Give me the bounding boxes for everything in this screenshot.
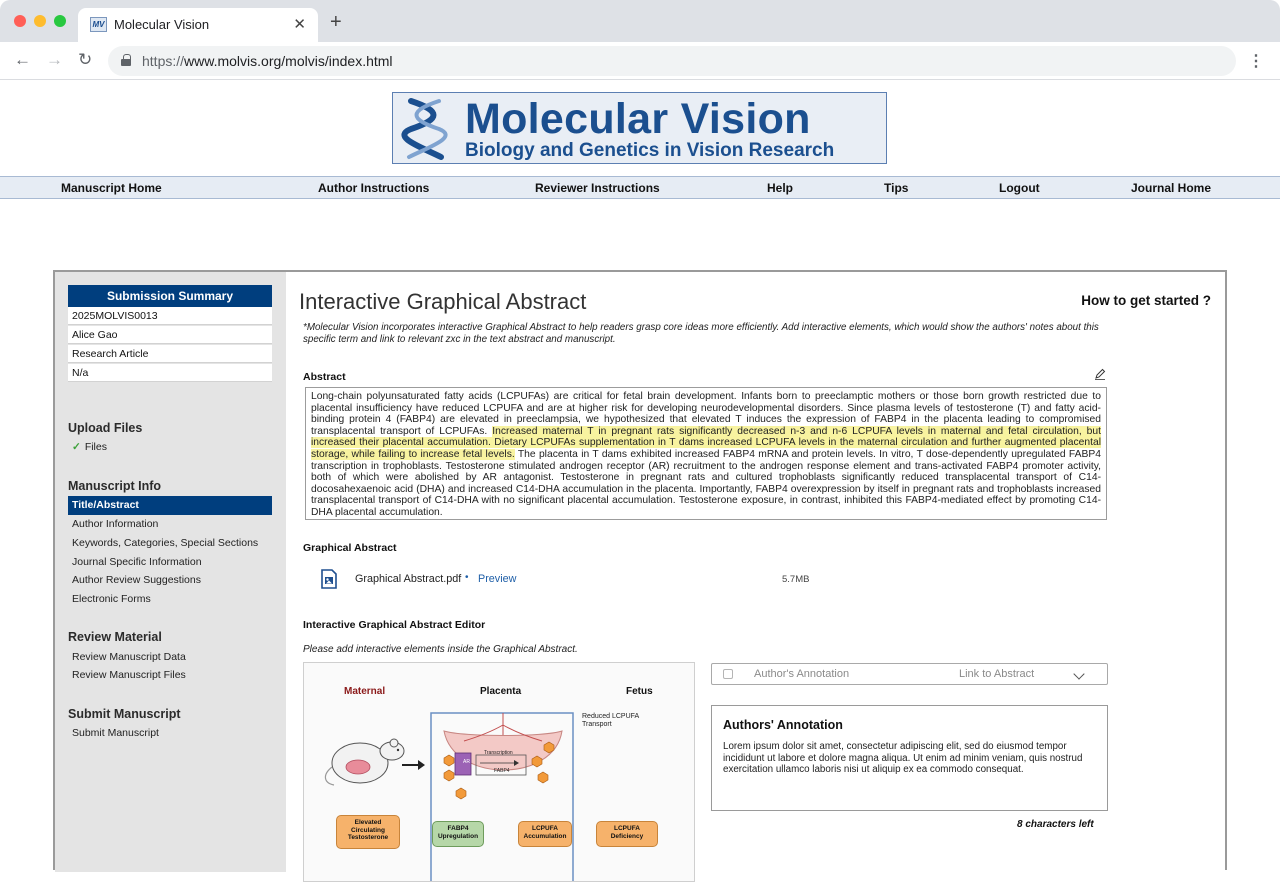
- sidebar-item-title-abstract[interactable]: Title/Abstract: [68, 496, 272, 515]
- dna-helix-icon: [401, 97, 449, 161]
- browser-menu-icon[interactable]: ⋮: [1248, 53, 1264, 70]
- graphical-abstract-label: Graphical Abstract: [303, 542, 397, 554]
- abstract-label: Abstract: [303, 371, 346, 383]
- minimize-window-button[interactable]: [34, 15, 46, 27]
- ga-maternal-label: Maternal: [344, 686, 386, 697]
- lock-icon: [121, 54, 131, 66]
- sidebar-item-submit[interactable]: Submit Manuscript: [72, 727, 159, 739]
- characters-left: 8 characters left: [1017, 819, 1094, 830]
- editor-label: Interactive Graphical Abstract Editor: [303, 619, 486, 631]
- submit-manuscript-heading: Submit Manuscript: [68, 707, 181, 721]
- pencil-edit-icon[interactable]: [1094, 368, 1106, 380]
- url-text: https://www.molvis.org/molvis/index.html: [142, 53, 393, 69]
- abstract-highlight[interactable]: Increased maternal T in pregnant rats significantly decreased n-3 and n-6 LCPUFA levels in maternal and fetal circulation, but increased their placental accumulation. Dietary LCPUFAs supplementation in T dams increased LCPUFA levels in the maternal circulation and further augmented placental storage, while failing to increase fetal levels.: [311, 425, 1101, 460]
- sidebar-item-author-information[interactable]: Author Information: [72, 518, 159, 530]
- get-started-link[interactable]: How to get started ?: [1081, 293, 1211, 308]
- ga-reduced-label: Reduced LCPUFA Transport: [582, 713, 639, 728]
- tab-close-icon[interactable]: ✕: [293, 16, 306, 33]
- sidebar: [55, 272, 286, 872]
- ga-placenta-label: Placenta: [480, 686, 522, 697]
- submission-frame: [53, 270, 1227, 870]
- ga-box-deficiency: LCPUFA Deficiency: [596, 821, 658, 847]
- nav-manuscript-home[interactable]: Manuscript Home: [61, 181, 162, 195]
- nav-author-instructions[interactable]: Author Instructions: [318, 181, 430, 195]
- summary-extra: N/a: [68, 364, 272, 382]
- file-separator: •: [465, 572, 469, 583]
- pdf-file-icon: [321, 569, 337, 589]
- journal-logo[interactable]: [392, 92, 887, 164]
- summary-manuscript-id: 2025MOLVIS0013: [68, 307, 272, 325]
- ga-box-fabp4: FABP4 Upregulation: [432, 821, 484, 847]
- file-name: Graphical Abstract.pdf: [355, 573, 462, 585]
- link-to-abstract-select[interactable]: Link to Abstract: [959, 668, 1035, 680]
- annotation-input[interactable]: Author's Annotation: [754, 668, 850, 680]
- annotation-panel[interactable]: [711, 705, 1108, 811]
- intro-note: *Molecular Vision incorporates interactive Graphical Abstract to help readers grasp core ideas more efficiently. Add interactive elements, which would show the authors' notes about this specific term and link to relevant zxc in the text abstract and manuscript.: [303, 322, 1099, 345]
- maximize-window-button[interactable]: [54, 15, 66, 27]
- main-content: [286, 272, 1227, 872]
- logo-subtitle: Biology and Genetics in Vision Research: [465, 140, 835, 161]
- nav-reviewer-instructions[interactable]: Reviewer Instructions: [535, 181, 660, 195]
- nav-tips[interactable]: Tips: [884, 181, 909, 195]
- rat-icon: [325, 739, 404, 785]
- sidebar-item-journal-specific[interactable]: Journal Specific Information: [72, 556, 202, 568]
- nav-journal-home[interactable]: Journal Home: [1131, 181, 1212, 195]
- check-icon: ✓: [72, 441, 81, 453]
- ga-fabp4-label: FABP4: [494, 768, 510, 774]
- upload-files-heading: Upload Files: [68, 421, 143, 435]
- new-tab-icon[interactable]: +: [330, 11, 342, 33]
- reload-icon[interactable]: ↻: [78, 50, 93, 69]
- close-window-button[interactable]: [14, 15, 26, 27]
- chevron-down-icon[interactable]: [1073, 668, 1084, 679]
- annotation-checkbox[interactable]: [723, 669, 733, 679]
- nav-logout[interactable]: Logout: [999, 181, 1040, 195]
- forward-arrow-icon[interactable]: →: [46, 50, 63, 69]
- browser-tab-strip: [0, 0, 1280, 42]
- ga-ar-label: AR: [463, 759, 470, 765]
- favicon-icon: MV: [90, 17, 107, 32]
- tab-title: Molecular Vision: [114, 17, 210, 32]
- graphical-abstract-canvas[interactable]: [303, 662, 695, 882]
- ga-fetus-label: Fetus: [626, 686, 653, 697]
- ga-box-accumulation: LCPUFA Accumulation: [518, 821, 572, 847]
- back-arrow-icon[interactable]: ←: [14, 50, 31, 69]
- sidebar-item-files[interactable]: ✓ Files: [72, 441, 107, 453]
- summary-article-type: Research Article: [68, 345, 272, 363]
- sidebar-item-review-data[interactable]: Review Manuscript Data: [72, 651, 186, 663]
- sidebar-item-electronic-forms[interactable]: Electronic Forms: [72, 593, 151, 605]
- manuscript-info-heading: Manuscript Info: [68, 479, 162, 493]
- sidebar-item-review-suggestions[interactable]: Author Review Suggestions: [72, 574, 201, 586]
- address-bar[interactable]: [108, 46, 1236, 76]
- editor-hint: Please add interactive elements inside the Graphical Abstract.: [303, 644, 578, 655]
- annotation-bar: [711, 663, 1108, 685]
- review-material-heading: Review Material: [68, 630, 162, 644]
- logo-title: Molecular Vision: [465, 95, 811, 143]
- browser-toolbar: [0, 42, 1280, 80]
- file-size: 5.7MB: [782, 574, 810, 585]
- summary-author: Alice Gao: [68, 326, 272, 344]
- site-nav: [0, 176, 1280, 199]
- annotation-text[interactable]: Lorem ipsum dolor sit amet, consectetur adipiscing elit, sed do eiusmod tempor incididunt ut labore et dolore magna aliqua. Ut enim ad minim veniam, quis nostrud exercitation ullamco laboris nisi ut aliquip ex ea commodo consequat.: [723, 741, 1083, 776]
- abstract-textbox[interactable]: Long-chain polyunsaturated fatty acids (LCPUFAs) are critical for fetal brain development. Infants born to preeclamptic mothers or those born growth restricted due to placental insufficiency have reduced LCPUFA and are at higher risk for developing neurodevelopmental disorders. Since plasma levels of testosterone (T) and fatty acid-binding protein 4 (FABP4) are elevated in preeclampsia, we hypothesized that elevated T induces the expression of FABP4 in the placenta leading to compromised transplacental transport of LCPUFAs. Increased maternal T in pregnant rats significantly decreased n-3 and n-6 LCPUFA levels in maternal and fetal circulation, but increased their placental accumulation. Dietary LCPUFAs supplementation in T dams increased LCPUFA levels in the maternal circulation and further augmented placental storage, while failing to increase fetal levels. The placenta in T dams exhibited increased FABP4 mRNA and protein levels. In vitro, T dose-dependently upregulated FABP4 transcription in trophoblasts. Testosterone stimulated androgen receptor (AR) recruitment to the androgen response element and trans-activated FABP4 promoter activity, both of which were abolished by AR antagonist. Testosterone in pregnant rats and cultured trophoblasts significantly reduced transplacental transport of C14-docosahexaenoic acid (DHA) and increased C14-DHA accumulation in the placenta. Importantly, FABP4 overexpression by itself in pregnant rats and trophoblasts increased transplacental transport of C14-DHA with no significant placental accumulation. Testosterone exposure, in contrast, inhibited this FABP4-mediated effect by promoting C14-DHA placental accumulation.: [305, 387, 1107, 520]
- ga-box-testosterone: Elevated Circulating Testosterone: [336, 815, 400, 849]
- nav-help[interactable]: Help: [767, 181, 794, 195]
- page-title: Interactive Graphical Abstract: [299, 289, 587, 314]
- sidebar-item-review-files[interactable]: Review Manuscript Files: [72, 669, 186, 681]
- sidebar-item-keywords[interactable]: Keywords, Categories, Special Sections: [72, 537, 259, 549]
- annotation-panel-title: Authors' Annotation: [723, 718, 843, 732]
- preview-link[interactable]: Preview: [478, 573, 517, 585]
- ga-transcription-label: Transcription: [484, 750, 513, 756]
- submission-summary-header: Submission Summary: [68, 285, 272, 307]
- browser-tab[interactable]: [78, 8, 318, 42]
- file-row: [321, 568, 1061, 590]
